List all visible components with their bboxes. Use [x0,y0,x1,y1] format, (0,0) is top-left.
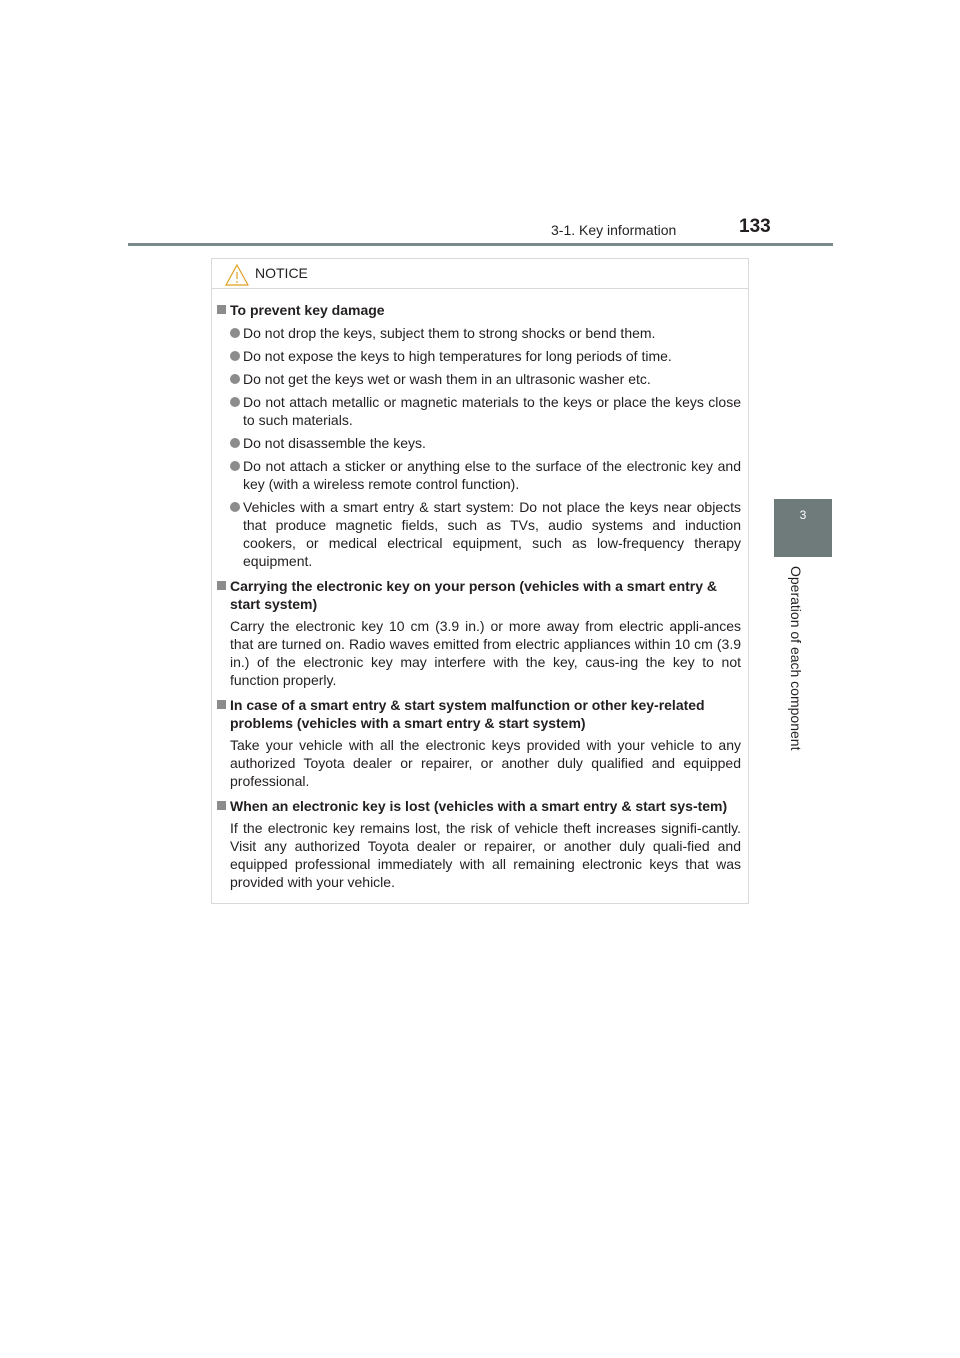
section-paragraph: Carry the electronic key 10 cm (3.9 in.) or more away from electric appli-ances that are turned on. Radio waves emitted from electric appliances within 10 cm (3.9 in.) of the electronic key may interfere with the key, caus-ing the key to not function properly. [230,618,741,688]
section-heading: To prevent key damage [217,301,741,319]
list-item: Do not attach a sticker or anything else to the surface of the electronic key and key (with a wireless remote control function). [217,457,741,493]
chapter-number: 3 [799,508,807,522]
section-heading: Carrying the electronic key on your person (vehicles with a smart entry & start system) [217,577,741,613]
header-rule [128,243,833,246]
warning-triangle-icon [225,264,249,291]
notice-box [211,258,749,904]
notice-body [212,289,748,891]
bullet-dot-icon [230,328,240,338]
list-item: Do not drop the keys, subject them to strong shocks or bend them. [217,324,741,342]
bullet-dot-icon [230,502,240,512]
section-heading: When an electronic key is lost (vehicles with a smart entry & start sys-tem) [217,797,741,815]
section-title: 3-1. Key information [551,222,677,238]
list-item: Do not disassemble the keys. [217,434,741,452]
chapter-label: Operation of each component [788,566,804,751]
notice-header [212,259,748,289]
chapter-tab [774,499,832,557]
list-item: Vehicles with a smart entry & start system: Do not place the keys near objects that produce magnetic fields, such as TVs, audio systems and induction cookers, or medical electrical equipment, such as low-frequency therapy equipment. [217,498,741,570]
square-marker-icon [217,700,226,709]
bullet-dot-icon [230,461,240,471]
square-marker-icon [217,305,226,314]
section-heading: In case of a smart entry & start system malfunction or other key-related problems (vehicles with a smart entry & start system) [217,696,741,732]
bullet-dot-icon [230,397,240,407]
list-item: Do not attach metallic or magnetic materials to the keys or place the keys close to such materials. [217,393,741,429]
section-paragraph: If the electronic key remains lost, the risk of vehicle theft increases signifi-cantly. Visit any authorized Toyota dealer or repairer, or another duly quali-fied and equipped professional immediately with all remaining electronic keys that was provided with your vehicle. [230,820,741,890]
list-item: Do not expose the keys to high temperatures for long periods of time. [217,347,741,365]
bullet-dot-icon [230,438,240,448]
square-marker-icon [217,801,226,810]
section-paragraph: Take your vehicle with all the electronic keys provided with your vehicle to any authorized Toyota dealer or repairer, or another duly qualified and equipped professional. [230,737,741,789]
page-number: 133 [739,216,771,237]
bullet-dot-icon [230,374,240,384]
notice-title: NOTICE [255,265,308,281]
square-marker-icon [217,581,226,590]
bullet-dot-icon [230,351,240,361]
list-item: Do not get the keys wet or wash them in an ultrasonic washer etc. [217,370,741,388]
